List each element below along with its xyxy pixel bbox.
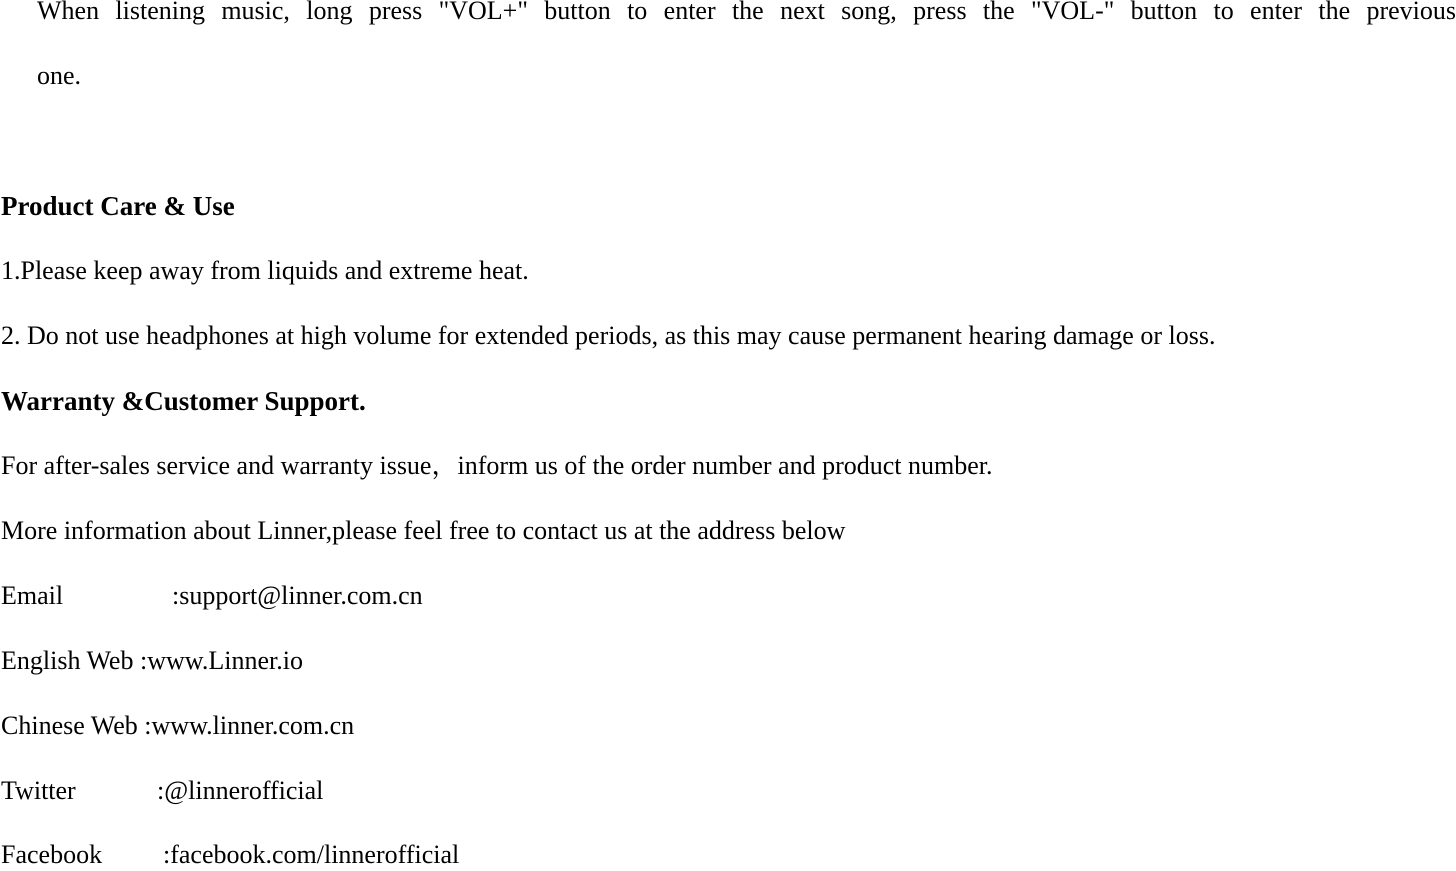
contact-row-facebook (1, 839, 459, 871)
contact-label-email: Email (1, 581, 64, 610)
intro-text-line-1: When listening music, long press "VOL+" button to enter the next song, press the "VOL-" button to enter the previous (37, 0, 1456, 25)
warranty-heading: Warranty &Customer Support. (1, 386, 366, 416)
contact-label-facebook: Facebook (1, 840, 103, 869)
contact-row-twitter (1, 775, 323, 807)
contact-value-twitter: :@linnerofficial (157, 776, 324, 805)
warranty-text-line-2: More information about Linner,please feel free to contact us at the address below (1, 516, 846, 545)
contact-label-twitter: Twitter (1, 776, 76, 805)
contact-label-english-web: English Web (1, 646, 140, 675)
care-item-1: 1.Please keep away from liquids and extreme heat. (1, 256, 529, 285)
contact-value-english-web: :www.Linner.io (139, 646, 303, 675)
contact-row-english-web (1, 645, 303, 677)
contact-label-chinese-web: Chinese Web (1, 711, 145, 740)
contact-value-email: :support@linner.com.cn (172, 581, 423, 610)
contact-row-chinese-web (1, 710, 354, 742)
care-item-2: 2. Do not use headphones at high volume for extended periods, as this may cause permanent hearing damage or loss. (1, 321, 1216, 350)
contact-value-facebook: :facebook.com/linnerofficial (163, 840, 460, 869)
product-care-heading: Product Care & Use (1, 191, 235, 221)
intro-text-line-2: one. (37, 61, 82, 90)
contact-row-email (1, 580, 423, 612)
warranty-text-line-1: For after-sales service and warranty issue，inform us of the order number and product number. (1, 451, 993, 480)
contact-value-chinese-web: :www.linner.com.cn (144, 711, 355, 740)
